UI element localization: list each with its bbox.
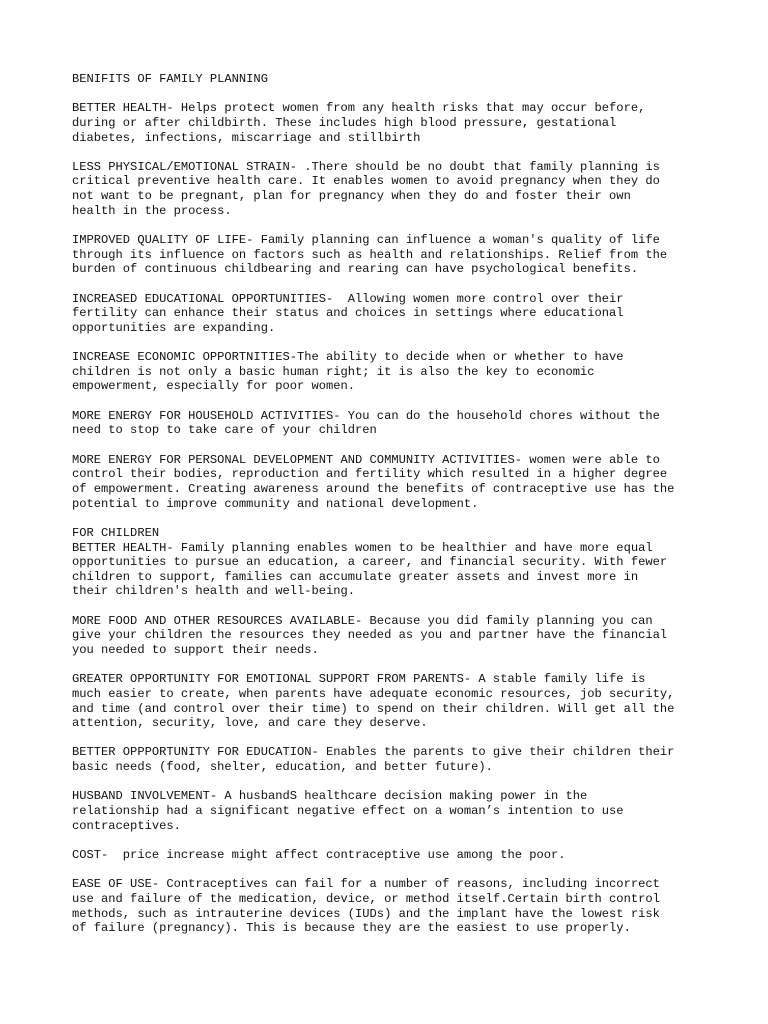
paragraph-gap — [72, 775, 712, 790]
text-line: children is not only a basic human right; it is also the key to economic — [72, 364, 595, 379]
text-line: and time (and control over their time) to spend on their children. Will get all the — [72, 701, 675, 716]
text-line: HUSBAND INVOLVEMENT- A husbandS healthcare decision making power in the — [72, 789, 588, 804]
text-line: GREATER OPPORTUNITY FOR EMOTIONAL SUPPORT FROM PARENTS- A stable family life is — [72, 672, 646, 687]
paragraph — [72, 614, 712, 658]
paragraph — [72, 877, 712, 936]
paragraph — [72, 292, 712, 336]
text-line: MORE FOOD AND OTHER RESOURCES AVAILABLE- Because you did family planning you can — [72, 613, 653, 628]
text-line: MORE ENERGY FOR HOUSEHOLD ACTIVITIES- You can do the household chores without the — [72, 408, 660, 423]
text-line: IMPROVED QUALITY OF LIFE- Family planning can influence a woman's quality of life — [72, 233, 660, 248]
paragraph-gap — [72, 731, 712, 746]
paragraph-gap — [72, 394, 712, 409]
paragraph-gap — [72, 218, 712, 233]
document-title: BENIFITS OF FAMILY PLANNING — [72, 72, 268, 86]
text-line: BETTER HEALTH- Helps protect women from any health risks that may occur before, — [72, 101, 646, 116]
text-line: COST- price increase might affect contraceptive use among the poor. — [72, 847, 566, 862]
paragraph — [72, 350, 712, 394]
paragraph-gap — [72, 87, 712, 102]
paragraph-gap — [72, 599, 712, 614]
text-line: critical preventive health care. It enables women to avoid pregnancy when they do — [72, 174, 660, 189]
text-line: empowerment, especially for poor women. — [72, 379, 356, 394]
paragraph — [72, 745, 712, 774]
text-line: their children's health and well-being. — [72, 584, 356, 599]
text-line: you needed to support their needs. — [72, 642, 319, 657]
text-line: FOR CHILDREN — [72, 525, 160, 540]
paragraph — [72, 160, 712, 219]
text-line: potential to improve community and national development. — [72, 496, 479, 511]
paragraph-gap — [72, 511, 712, 526]
text-line: INCREASED EDUCATIONAL OPPORTUNITIES- Allowing women more control over their — [72, 291, 624, 306]
paragraph-gap — [72, 833, 712, 848]
text-line: of empowerment. Creating awareness around the benefits of contraceptive use has the — [72, 481, 675, 496]
text-line: relationship had a significant negative effect on a woman’s intention to use — [72, 804, 624, 819]
text-line: diabetes, infections, miscarriage and stillbirth — [72, 130, 421, 145]
text-line: burden of continuous childbearing and rearing can have psychological benefits. — [72, 262, 639, 277]
text-line: INCREASE ECONOMIC OPPORTNITIES-The ability to decide when or whether to have — [72, 350, 624, 365]
paragraph — [72, 453, 712, 512]
text-line: use and failure of the medication, device, or method itself.Certain birth control — [72, 891, 660, 906]
text-line: opportunities are expanding. — [72, 320, 276, 335]
document-body — [72, 101, 712, 936]
text-line: BETTER OPPPORTUNITY FOR EDUCATION- Enables the parents to give their children their — [72, 745, 675, 760]
text-line: health in the process. — [72, 203, 232, 218]
text-line: MORE ENERGY FOR PERSONAL DEVELOPMENT AND COMMUNITY ACTIVITIES- women were able to — [72, 452, 660, 467]
text-line: children to support, families can accumulate greater assets and invest more in — [72, 569, 639, 584]
text-line: opportunities to pursue an education, a career, and financial security. With fewer — [72, 555, 668, 570]
text-line: EASE OF USE- Contraceptives can fail for a number of reasons, including incorrect — [72, 877, 660, 892]
paragraph-gap — [72, 438, 712, 453]
paragraph — [72, 526, 712, 599]
text-line: BETTER HEALTH- Family planning enables women to be healthier and have more equal — [72, 540, 653, 555]
text-line: much easier to create, when parents have adequate economic resources, job security, — [72, 686, 675, 701]
text-line: of failure (pregnancy). This is because they are the easiest to use properly. — [72, 921, 631, 936]
text-line: basic needs (food, shelter, education, and better future). — [72, 760, 493, 775]
text-line: fertility can enhance their status and choices in settings where educational — [72, 306, 624, 321]
text-line: during or after childbirth. These includes high blood pressure, gestational — [72, 115, 617, 130]
text-line: LESS PHYSICAL/EMOTIONAL STRAIN- .There should be no doubt that family planning is — [72, 159, 660, 174]
text-line: methods, such as intrauterine devices (IUDs) and the implant have the lowest risk — [72, 906, 660, 921]
paragraph-gap — [72, 336, 712, 351]
text-line: give your children the resources they needed as you and partner have the financial — [72, 628, 668, 643]
text-line: through its influence on factors such as health and relationships. Relief from the — [72, 247, 668, 262]
paragraph — [72, 789, 712, 833]
paragraph-gap — [72, 658, 712, 673]
paragraph — [72, 101, 712, 145]
document-page — [72, 72, 712, 936]
paragraph-gap — [72, 277, 712, 292]
paragraph-gap — [72, 145, 712, 160]
text-line: control their bodies, reproduction and fertility which resulted in a higher degree — [72, 467, 668, 482]
text-line: need to stop to take care of your children — [72, 423, 377, 438]
text-line: attention, security, love, and care they deserve. — [72, 716, 428, 731]
paragraph — [72, 409, 712, 438]
text-line: not want to be pregnant, plan for pregnancy when they do and foster their own — [72, 189, 631, 204]
paragraph — [72, 233, 712, 277]
text-line: contraceptives. — [72, 818, 181, 833]
paragraph — [72, 672, 712, 731]
paragraph — [72, 848, 712, 863]
paragraph-gap — [72, 863, 712, 878]
